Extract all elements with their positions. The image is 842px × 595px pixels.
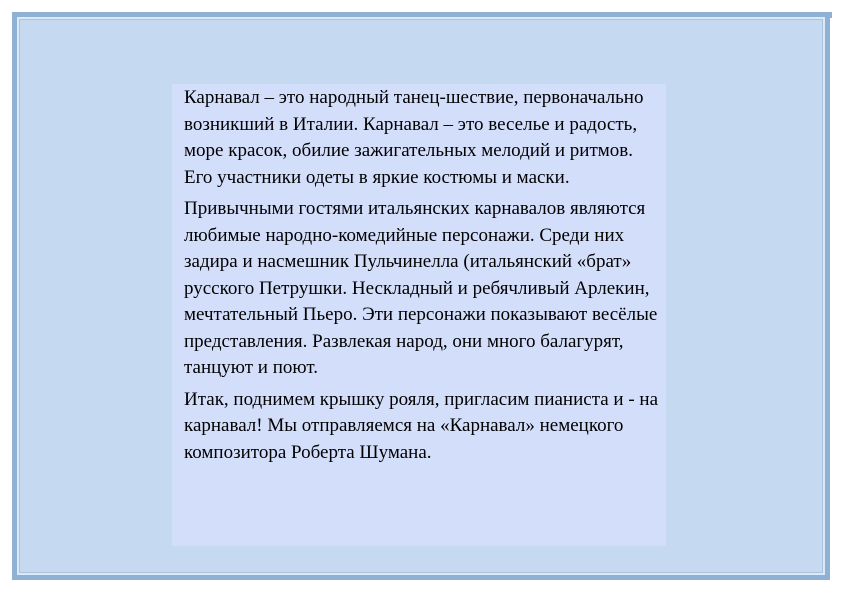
text-box [172, 84, 666, 546]
paragraph-italian-characters: Привычными гостями итальянских карнавалов являются любимые народно-комедийные персонажи. Среди них задира и насмешник Пульчинелла (итальянский «брат» русского Петрушки. Нескладный и ребячливый Арлекин, мечтательный Пьеро. Эти персонажи показывают весёлые представления. Развлекая народ, они много балагурят, танцуют и поют. [184, 198, 658, 378]
paragraph-schumann-carnival: Итак, поднимем крышку рояля, пригласим пианиста и - на карнавал! Мы отправляемся на «Карнавал» немецкого композитора Роберта Шумана. [184, 388, 659, 463]
paragraph-carnival-intro: Карнавал – это народный танец-шествие, первоначально возникший в Италии. Карнавал – это веселье и радость, море красок, обилие зажигательных мелодий и ритмов. Его участники одеты в яркие костюмы и маски. [184, 87, 644, 188]
